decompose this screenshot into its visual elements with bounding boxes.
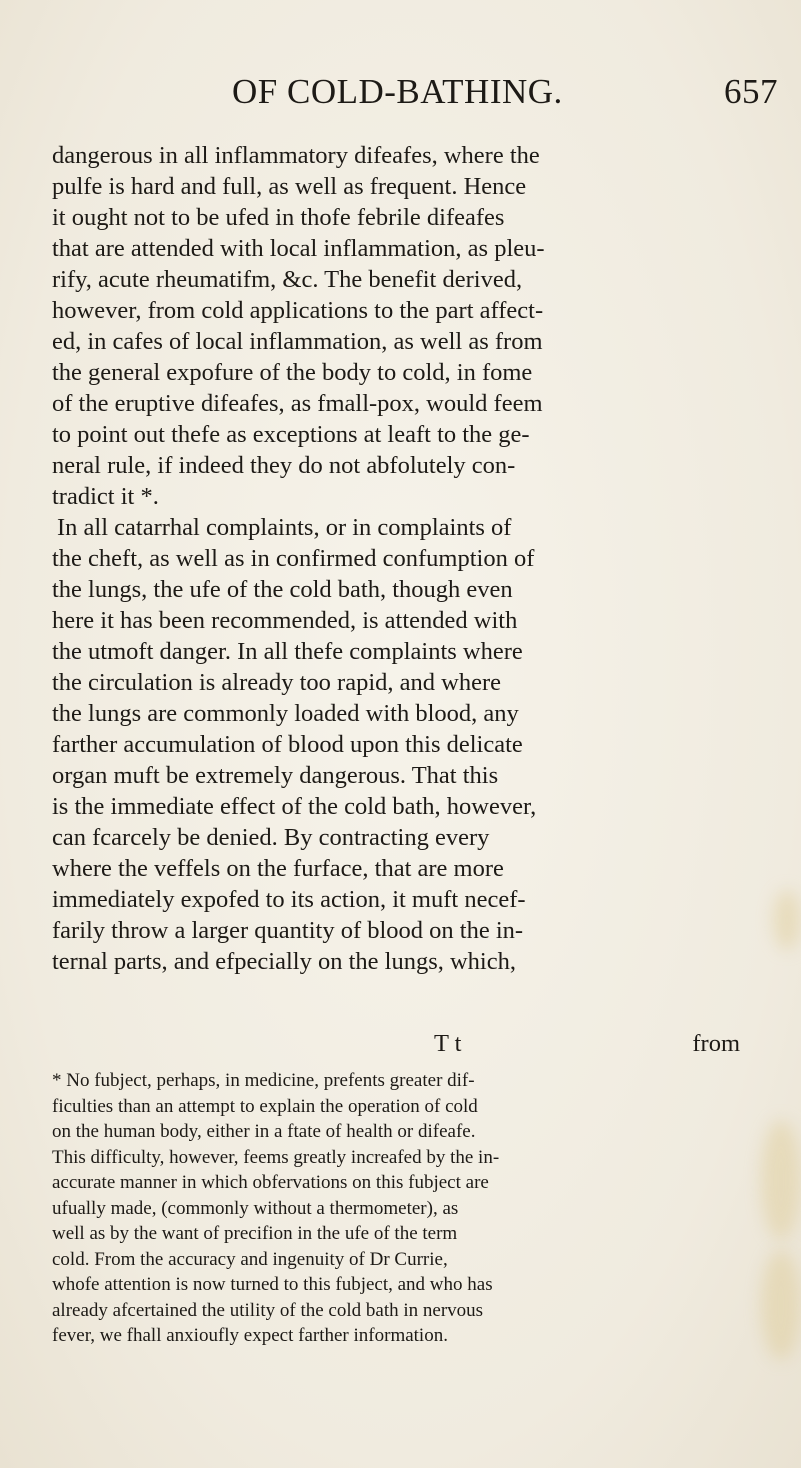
catchword: from [692, 1030, 740, 1057]
text-line: to point out thefe as exceptions at leaft to the ge- [52, 421, 530, 448]
text-line: organ muft be extremely dangerous. That this [52, 762, 499, 789]
footnote-line: already afcertained the utility of the cold bath in nervous [52, 1299, 484, 1321]
text-line: the general expofure of the body to cold, in fome [52, 359, 533, 386]
page-number: 657 [724, 72, 778, 111]
text-line: can fcarcely be denied. By contracting every [52, 824, 490, 851]
footnote-line: This difficulty, however, feems greatly increafed by the in- [52, 1146, 500, 1168]
signature-mark: T t [434, 1030, 462, 1057]
text-line: the cheft, as well as in confirmed confumption of [52, 545, 535, 572]
text-line: farther accumulation of blood upon this delicate [52, 731, 523, 758]
paper-stain [761, 1250, 801, 1360]
paper-stain [761, 1120, 801, 1240]
text-line: pulfe is hard and full, as well as frequent. Hence [52, 173, 527, 200]
footnote-line: fever, we fhall anxioufly expect farther information. [52, 1325, 448, 1346]
text-line: ed, in cafes of local inflammation, as well as from [52, 328, 543, 355]
text-line: is the immediate effect of the cold bath, however, [52, 793, 537, 820]
text-line: dangerous in all inflammatory difeafes, where the [52, 142, 540, 169]
text-line: farily throw a larger quantity of blood on the in- [52, 917, 524, 944]
text-line: tradict it *. [52, 483, 159, 510]
text-line: where the veffels on the furface, that are more [52, 855, 504, 882]
text-line: the circulation is already too rapid, and where [52, 669, 501, 696]
text-line: however, from cold applications to the part affect- [52, 297, 544, 324]
text-line: of the eruptive difeafes, as fmall-pox, would feem [52, 390, 543, 417]
footnote-line: ufually made, (commonly without a thermometer), as [52, 1197, 459, 1219]
footnote-line: well as by the want of precifion in the ufe of the term [52, 1223, 458, 1244]
text-line: it ought not to be ufed in thofe febrile difeafes [52, 204, 505, 231]
footnote [52, 1068, 742, 1349]
page-foot-marks [52, 1030, 740, 1060]
text-line: that are attended with local inflammation, as pleu- [52, 235, 545, 262]
footnote-line: ficulties than an attempt to explain the operation of cold [52, 1095, 478, 1117]
main-text [52, 140, 740, 977]
text-line: ternal parts, and efpecially on the lungs, which, [52, 948, 516, 975]
footnote-line: * No fubject, perhaps, in medicine, prefents greater dif- [52, 1070, 475, 1091]
paper-stain [773, 890, 801, 950]
text-line: immediately expofed to its action, it muft necef- [52, 886, 526, 913]
footnote-line: cold. From the accuracy and ingenuity of Dr Currie, [52, 1248, 448, 1270]
text-line: the utmoft danger. In all thefe complaints where [52, 638, 523, 665]
text-line: rify, acute rheumatifm, &c. The benefit derived, [52, 266, 523, 293]
running-title: OF COLD-BATHING. [232, 72, 563, 111]
footnote-line: whofe attention is now turned to this fubject, and who has [52, 1274, 493, 1295]
text-line: neral rule, if indeed they do not abfolutely con- [52, 452, 516, 479]
footnote-line: on the human body, either in a ftate of health or difeafe. [52, 1121, 476, 1142]
footnote-line: accurate manner in which obfervations on this fubject are [52, 1172, 489, 1193]
paragraph-start-line: In all catarrhal complaints, or in complaints of [57, 514, 512, 541]
text-line: the lungs are commonly loaded with blood, any [52, 700, 519, 727]
text-line: here it has been recommended, is attended with [52, 607, 518, 634]
text-line: the lungs, the ufe of the cold bath, though even [52, 576, 513, 603]
